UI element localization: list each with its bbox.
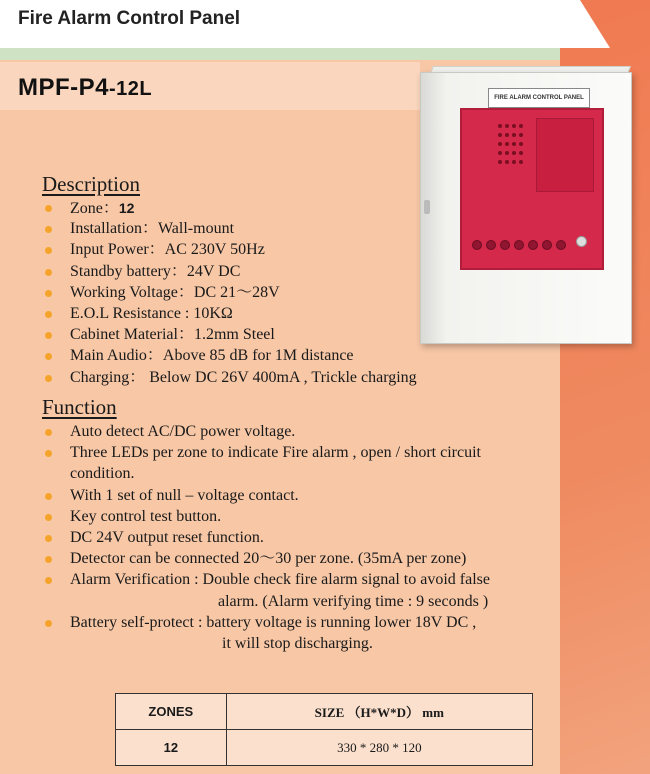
description-item-value: 12 bbox=[118, 200, 135, 216]
led-icon bbox=[505, 160, 509, 164]
led-icon bbox=[505, 133, 509, 137]
led-icon bbox=[505, 142, 509, 146]
function-item: Three LEDs per zone to indicate Fire alarm , open / short circuit bbox=[70, 444, 481, 462]
panel-button-icon bbox=[514, 240, 524, 250]
bullet-icon bbox=[45, 429, 52, 436]
description-item: Cabinet Material：1.2mm Steel bbox=[70, 326, 275, 344]
led-icon bbox=[512, 124, 516, 128]
panel-button-icon bbox=[528, 240, 538, 250]
table-header-size: SIZE （H*W*D） mm bbox=[226, 694, 532, 730]
led-icon bbox=[512, 151, 516, 155]
panel-label: FIRE ALARM CONTROL PANEL bbox=[488, 88, 590, 108]
led-icon bbox=[498, 160, 502, 164]
lock-icon bbox=[424, 200, 430, 214]
led-icon bbox=[498, 124, 502, 128]
led-icon bbox=[512, 133, 516, 137]
bullet-icon bbox=[45, 493, 52, 500]
panel-button-icon bbox=[556, 240, 566, 250]
panel-button-icon bbox=[472, 240, 482, 250]
table-header-zones: ZONES bbox=[116, 694, 227, 730]
function-item: DC 24V output reset function. bbox=[70, 529, 264, 546]
table-header-row bbox=[116, 694, 533, 730]
model-suffix: -12L bbox=[109, 78, 153, 100]
model-prefix: MPF-P4 bbox=[18, 74, 110, 101]
panel-button-icon bbox=[500, 240, 510, 250]
panel-button-icon bbox=[542, 240, 552, 250]
panel-button-icon bbox=[486, 240, 496, 250]
table-row bbox=[116, 730, 533, 766]
led-icon bbox=[498, 133, 502, 137]
led-icon bbox=[505, 124, 509, 128]
function-item: condition. bbox=[70, 465, 135, 483]
description-item-label: Zone： bbox=[70, 200, 119, 217]
description-item: Standby battery：24V DC bbox=[70, 262, 241, 280]
function-item: With 1 set of null – voltage contact. bbox=[70, 486, 299, 504]
function-item: Alarm Verification : Double check fire alarm signal to avoid false bbox=[70, 571, 490, 589]
function-title: Function bbox=[42, 395, 117, 419]
bullet-icon bbox=[45, 205, 52, 212]
spec-table bbox=[115, 693, 533, 766]
led-icon bbox=[519, 142, 523, 146]
led-icon bbox=[519, 133, 523, 137]
key-switch-icon bbox=[576, 236, 587, 247]
led-icon bbox=[512, 160, 516, 164]
description-title: Description bbox=[42, 172, 140, 196]
function-item: Auto detect AC/DC power voltage. bbox=[70, 423, 296, 440]
table-cell-size: 330 * 280 * 120 bbox=[226, 730, 532, 766]
function-item: it will stop discharging. bbox=[222, 635, 373, 652]
bullet-icon bbox=[45, 514, 52, 521]
description-item bbox=[70, 198, 134, 219]
led-icon bbox=[519, 151, 523, 155]
function-item: Key control test button. bbox=[70, 507, 222, 525]
led-icon bbox=[519, 160, 523, 164]
description-item: Charging： Below DC 26V 400mA , Trickle charging bbox=[70, 368, 417, 386]
bullet-icon bbox=[45, 311, 52, 318]
description-item: Installation：Wall-mount bbox=[70, 220, 235, 238]
model-number bbox=[18, 74, 152, 102]
led-icon bbox=[498, 142, 502, 146]
led-icon bbox=[512, 142, 516, 146]
bullet-icon bbox=[45, 620, 52, 627]
description-item: E.O.L Resistance : 10KΩ bbox=[70, 305, 233, 322]
led-icon bbox=[498, 151, 502, 155]
page-title: Fire Alarm Control Panel bbox=[18, 8, 241, 29]
bullet-icon bbox=[45, 290, 52, 297]
description-item: Working Voltage：DC 21～28V bbox=[70, 283, 280, 301]
function-item: Battery self-protect : battery voltage is running lower 18V DC , bbox=[70, 613, 477, 631]
led-icon bbox=[505, 151, 509, 155]
bullet-icon bbox=[45, 269, 52, 276]
function-item: Detector can be connected 20～30 per zone. (35mA per zone) bbox=[70, 550, 467, 568]
panel-display bbox=[536, 118, 594, 192]
bullet-icon bbox=[45, 535, 52, 542]
table-cell-zones: 12 bbox=[116, 730, 227, 766]
description-item: Main Audio：Above 85 dB for 1M distance bbox=[70, 347, 354, 365]
led-icon bbox=[519, 124, 523, 128]
function-item: alarm. (Alarm verifying time : 9 seconds ) bbox=[218, 592, 489, 610]
description-item: Input Power：AC 230V 50Hz bbox=[70, 241, 265, 259]
bullet-icon bbox=[45, 375, 52, 382]
